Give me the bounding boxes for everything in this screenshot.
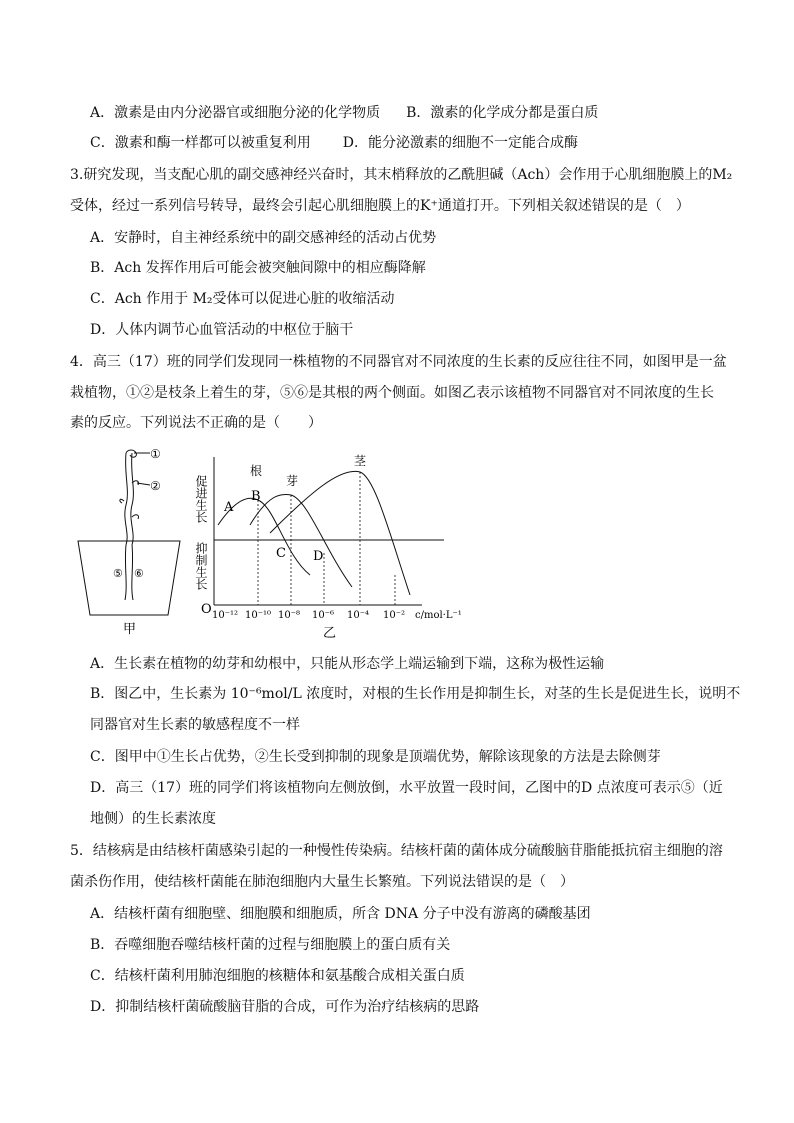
q4-stem-line-3: 素的反应。下列说法不正确的是（ ） [70, 415, 322, 431]
q5-stem-line-2: 菌杀伤作用，使结核杆菌能在肺泡细胞内大量生长繁殖。下列说法错误的是（ ） [70, 874, 574, 890]
q2-option-row-1 [90, 103, 598, 123]
x-unit: c/mol·L⁻¹ [415, 610, 462, 621]
tick-3: 10⁻⁸ [278, 610, 301, 621]
lateral-bud-2 [120, 499, 124, 503]
q5-option-c: C．结核杆菌利用肺泡细胞的核糖体和氨基酸合成相关蛋白质 [90, 968, 465, 984]
tick-4: 10⁻⁶ [312, 610, 335, 621]
label-bud: 芽 [286, 474, 299, 488]
q4-stem-line-1: 4．高三（17）班的同学们发现同一株植物的不同器官对不同浓度的生长素的反应往往不同，如图甲是一盆 [70, 354, 727, 370]
q5-option-b: B．吞噬细胞吞噬结核杆菌的过程与细胞膜上的蛋白质有关 [90, 937, 451, 953]
y-label-inhibit: 抑制生长 [194, 542, 208, 590]
point-b: B [251, 489, 261, 504]
pot-outline [78, 541, 180, 615]
q4-stem-line-2: 栽植物，①②是枝条上着生的芽，⑤⑥是其根的两个侧面。如图乙表示该植物不同器官对不同浓度的生长 [70, 385, 714, 401]
q2-option-row-2 [90, 133, 578, 153]
q3-option-b: B．Ach 发挥作用后可能会被突触间隙中的相应酶降解 [90, 260, 426, 276]
q4-option-a: A．生长素在植物的幼芽和幼根中，只能从形态学上端运输到下端，这称为极性运输 [90, 656, 605, 672]
pointer-2 [137, 483, 150, 485]
q2-option-b: B．激素的化学成分都是蛋白质 [406, 105, 599, 121]
q4-option-b-line-1: B．图乙中，生长素为 10⁻⁶mol/L 浓度时，对根的生长作用是抑制生长，对茎的生长是促进生长，说明不 [90, 686, 741, 702]
jia-mark-1: ① [150, 447, 161, 461]
figure-jia-plant [78, 450, 180, 615]
jia-mark-6: ⑥ [134, 567, 144, 580]
label-root: 根 [250, 464, 263, 478]
q4-option-c: C．图甲中①生长占优势，②生长受到抑制的现象是顶端优势，解除该现象的方法是去除侧芽 [90, 749, 661, 765]
yi-label: 乙 [323, 626, 337, 641]
q5-option-d: D．抑制结核杆菌硫酸脑苷脂的合成，可作为治疗结核病的思路 [90, 999, 480, 1015]
apical-bud [126, 450, 136, 457]
q3-option-c: C．Ach 作用于 M₂受体可以促进心脏的收缩活动 [90, 291, 395, 307]
jia-label: 甲 [123, 622, 137, 637]
plant-stem-right [131, 453, 134, 545]
q3-stem-line-2: 受体，经过一系列信号转导，最终会引起心肌细胞膜上的K⁺通道打开。下列相关叙述错误的是（ ） [70, 198, 690, 214]
point-d: D [313, 549, 324, 564]
q2-option-a: A．激素是由内分泌器官或细胞分泌的化学物质 [90, 105, 381, 121]
jia-mark-2: ② [150, 479, 161, 493]
q2-option-c: C．激素和酶一样都可以被重复利用 [90, 135, 311, 151]
q4-option-b-line-2: 同器官对生长素的敏感程度不一样 [90, 717, 300, 733]
tick-1: 10⁻¹² [212, 610, 239, 621]
tick-6: 10⁻² [383, 610, 406, 621]
root-left [125, 545, 126, 600]
point-c: C [276, 546, 286, 561]
q5-stem-line-1: 5．结核病是由结核杆菌感染引起的一种慢性传染病。结核杆菌的菌体成分硫酸脑苷脂能抵抗宿主细胞的溶 [70, 843, 723, 859]
tick-5: 10⁻⁴ [347, 610, 370, 621]
curve-bud [250, 494, 352, 587]
y-label-promote: 促进生长 [194, 475, 208, 523]
lateral-bud-3 [132, 515, 139, 519]
figure-yi-chart [214, 457, 444, 605]
q4-figure [70, 445, 490, 645]
q3-option-d: D．人体内调节心血管活动的中枢位于脑干 [90, 322, 354, 338]
label-stem: 茎 [354, 454, 367, 468]
q3-option-a: A．安静时，自主神经系统中的副交感神经的活动占优势 [90, 230, 437, 246]
q5-option-a: A．结核杆菌有细胞壁、细胞膜和细胞质，所含 DNA 分子中没有游离的磷酸基团 [90, 906, 591, 922]
origin-label: O [201, 602, 212, 617]
point-a: A [224, 500, 234, 515]
q3-stem-line-1: 3.研究发现，当支配心肌的副交感神经兴奋时，其末梢释放的乙酰胆碱（Ach）会作用于心肌细胞膜上的M₂ [70, 167, 733, 183]
plant-stem-left [125, 453, 128, 545]
q2-option-d: D．能分泌激素的细胞不一定能合成酶 [342, 135, 578, 151]
q4-option-d-line-2: 地侧）的生长素浓度 [90, 811, 216, 827]
jia-mark-5: ⑤ [113, 567, 123, 580]
q4-option-d-line-1: D．高三（17）班的同学们将该植物向左侧放倒，水平放置一段时间，乙图中的D 点浓度可表示⑤（近 [90, 780, 723, 796]
root-right [132, 545, 133, 600]
tick-2: 10⁻¹⁰ [245, 610, 272, 621]
